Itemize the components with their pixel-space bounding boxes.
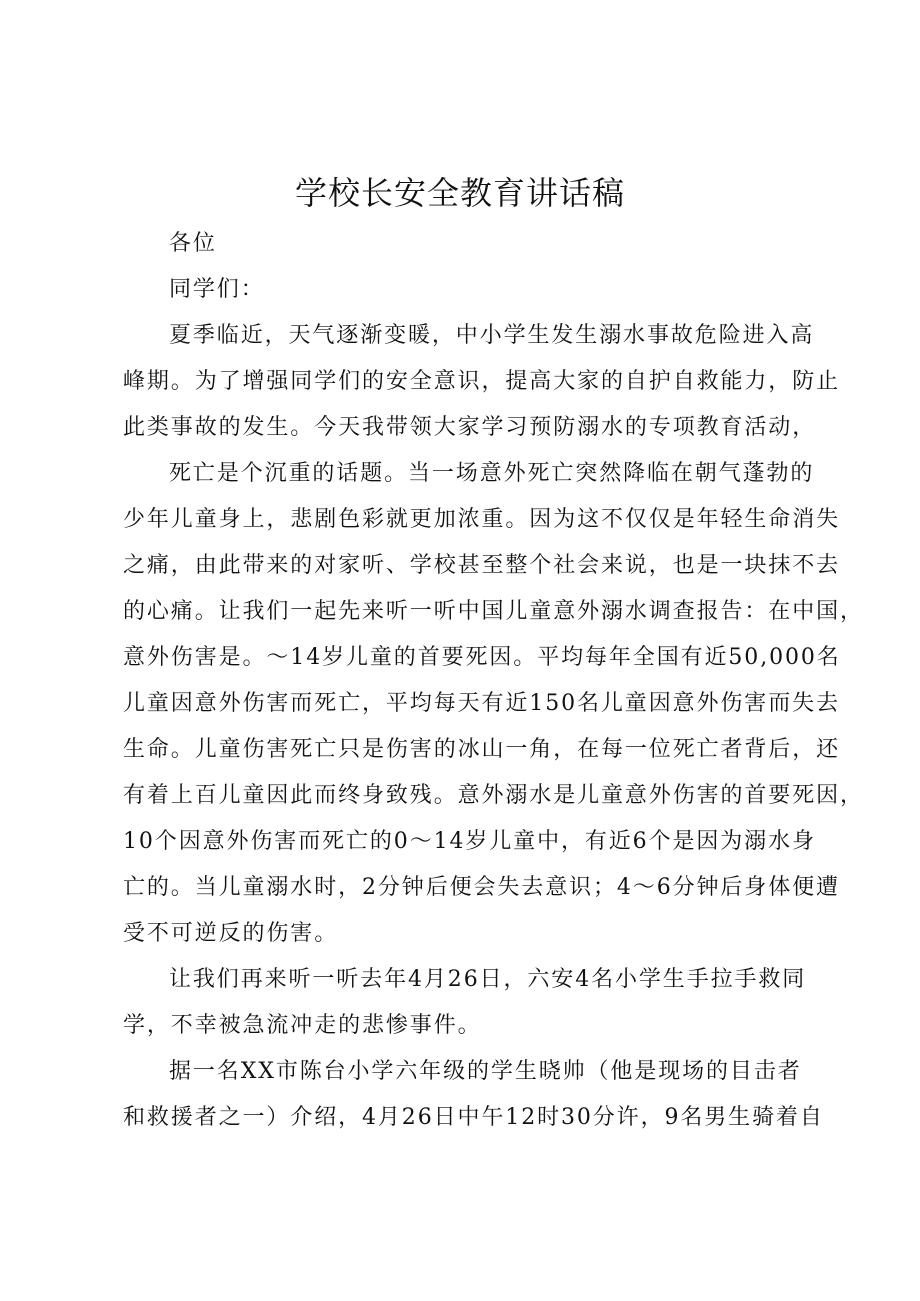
paragraph-3-line-2: 学，不幸被急流冲走的悲惨事件。 <box>123 1013 482 1038</box>
paragraph-2-line-2: 少年儿童身上，悲剧色彩就更加浓重。因为这不仅仅是年轻生命消失 <box>123 507 841 532</box>
paragraph-2-line-9: 10个因意外伤害而死亡的0～14岁儿童中，有近6个是因为溺水身 <box>123 829 816 854</box>
paragraph-1 <box>123 313 841 451</box>
paragraph-2-line-5: 意外伤害是。～14岁儿童的首要死因。平均每年全国有近50,000名 <box>123 645 841 670</box>
paragraph-1-line-3: 此类事故的发生。今天我带领大家学习预防溺水的专项教育活动， <box>123 415 817 440</box>
paragraph-2-line-3: 之痛，由此带来的对家听、学校甚至整个社会来说，也是一块抹不去 <box>123 553 841 578</box>
paragraph-3 <box>123 957 813 1049</box>
paragraph-2-line-1: 死亡是个沉重的话题。当一场意外死亡突然降临在朝气蓬勃的 <box>169 461 815 486</box>
document-title: 学校长安全教育讲话稿 <box>294 174 625 212</box>
paragraph-2-line-6: 儿童因意外伤害而死亡，平均每天有近150名儿童因意外伤害而失去 <box>123 691 840 716</box>
paragraph-3-line-1: 让我们再来听一听去年4月26日，六安4名小学生手拉手救同 <box>169 967 807 992</box>
paragraph-1-line-2: 峰期。为了增强同学们的安全意识，提高大家的自护自救能力，防止 <box>123 369 841 394</box>
paragraph-2 <box>123 451 864 957</box>
paragraph-2-line-7: 生命。儿童伤害死亡只是伤害的冰山一角，在每一位死亡者背后，还 <box>123 737 841 762</box>
paragraph-4-line-2: 和救援者之一）介绍，4月26日中午12时30分许，9名男生骑着自 <box>123 1105 824 1130</box>
paragraph-2-line-8: 有着上百儿童因此而终身致残。意外溺水是儿童意外伤害的首要死因， <box>123 783 864 808</box>
paragraph-2-line-4: 的心痛。让我们一起先来听一听中国儿童意外溺水调查报告：在中国， <box>123 599 864 624</box>
paragraph-2-line-11: 受不可逆反的伤害。 <box>123 921 339 946</box>
paragraph-4-line-1: 据一名XX市陈台小学六年级的学生晓帅（他是现场的目击者 <box>169 1059 802 1084</box>
salutation-line-2: 同学们： <box>169 277 265 302</box>
paragraph-2-line-10: 亡的。当儿童溺水时，2分钟后便会失去意识；4～6分钟后身体便遭 <box>123 875 840 900</box>
salutation-line-1: 各位 <box>169 231 217 256</box>
document-body <box>123 221 864 1141</box>
paragraph-1-line-1: 夏季临近，天气逐渐变暖，中小学生发生溺水事故危险进入高 <box>169 323 815 348</box>
paragraph-4 <box>123 1049 824 1141</box>
